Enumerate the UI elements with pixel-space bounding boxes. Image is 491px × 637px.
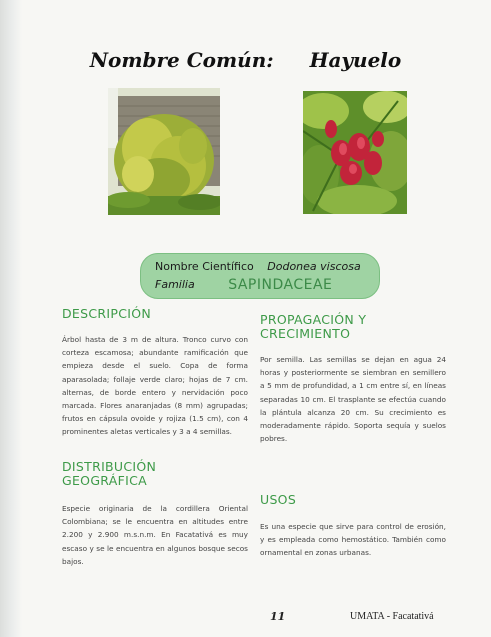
flower-photo bbox=[303, 91, 407, 214]
scientific-name-row bbox=[155, 260, 361, 273]
common-name-label: Nombre Común: bbox=[89, 48, 274, 72]
section-heading-usos: USOS bbox=[260, 492, 297, 507]
page-number: 11 bbox=[270, 610, 286, 623]
section-text-descripcion: Árbol hasta de 3 m de altura. Tronco curvo con corteza escamosa; abundante ramificación que empieza desde el suelo. Copa de forma aparasolada; follaje verde claro; hojas de 7 cm. alternas, de borde entero y nervidación poco marcada. Flores anaranjadas (8 mm) agrupadas; frutos en cápsula ovoide y rojiza (1.5 cm), con 4 prominentes aletas verticales y 3 a 4 semillas. bbox=[62, 335, 248, 437]
family-value: SAPINDACEAE bbox=[228, 277, 333, 293]
section-text-usos: Es una especie que sirve para control de erosión, y es empleada como hemostático. También como ornamental en zonas urbanas. bbox=[260, 522, 446, 558]
section-heading-distribucion: DISTRIBUCIÓN GEOGRÁFICA bbox=[62, 459, 157, 488]
family-label: Familia bbox=[155, 278, 195, 291]
shrub-photo bbox=[108, 88, 220, 215]
section-heading-descripcion: DESCRIPCIÓN bbox=[62, 306, 151, 321]
scientific-name-banner bbox=[140, 253, 380, 299]
scientific-name-value: Dodonea viscosa bbox=[267, 260, 361, 273]
family-row bbox=[155, 276, 332, 292]
page-spine-shadow bbox=[0, 0, 22, 637]
section-text-distribucion: Especie originaria de la cordillera Oriental Colombiana; se le encuentra en altitudes entre 2.200 y 2.900 m.s.n.m. En Facatativá es muy escaso y se le encuentra en algunos bosque secos bajos. bbox=[62, 504, 248, 566]
common-name-value: Hayuelo bbox=[309, 48, 402, 72]
section-text-propagacion: Por semilla. Las semillas se dejan en agua 24 horas y posteriormente se siembran en semillero a 5 mm de profundidad, a 1 cm entre sí, en líneas separadas 10 cm. El trasplante se efectúa cuando la plántula alcanza 20 cm. Su crecimiento es moderadamente rápido. Soporta sequía y suelos pobres. bbox=[260, 355, 446, 444]
footer-organization: UMATA - Facatativá bbox=[350, 611, 434, 622]
section-heading-propagacion: PROPAGACIÓN Y CRECIMIENTO bbox=[260, 312, 367, 341]
scientific-name-label: Nombre Científico bbox=[155, 260, 254, 273]
page-title bbox=[0, 48, 491, 72]
